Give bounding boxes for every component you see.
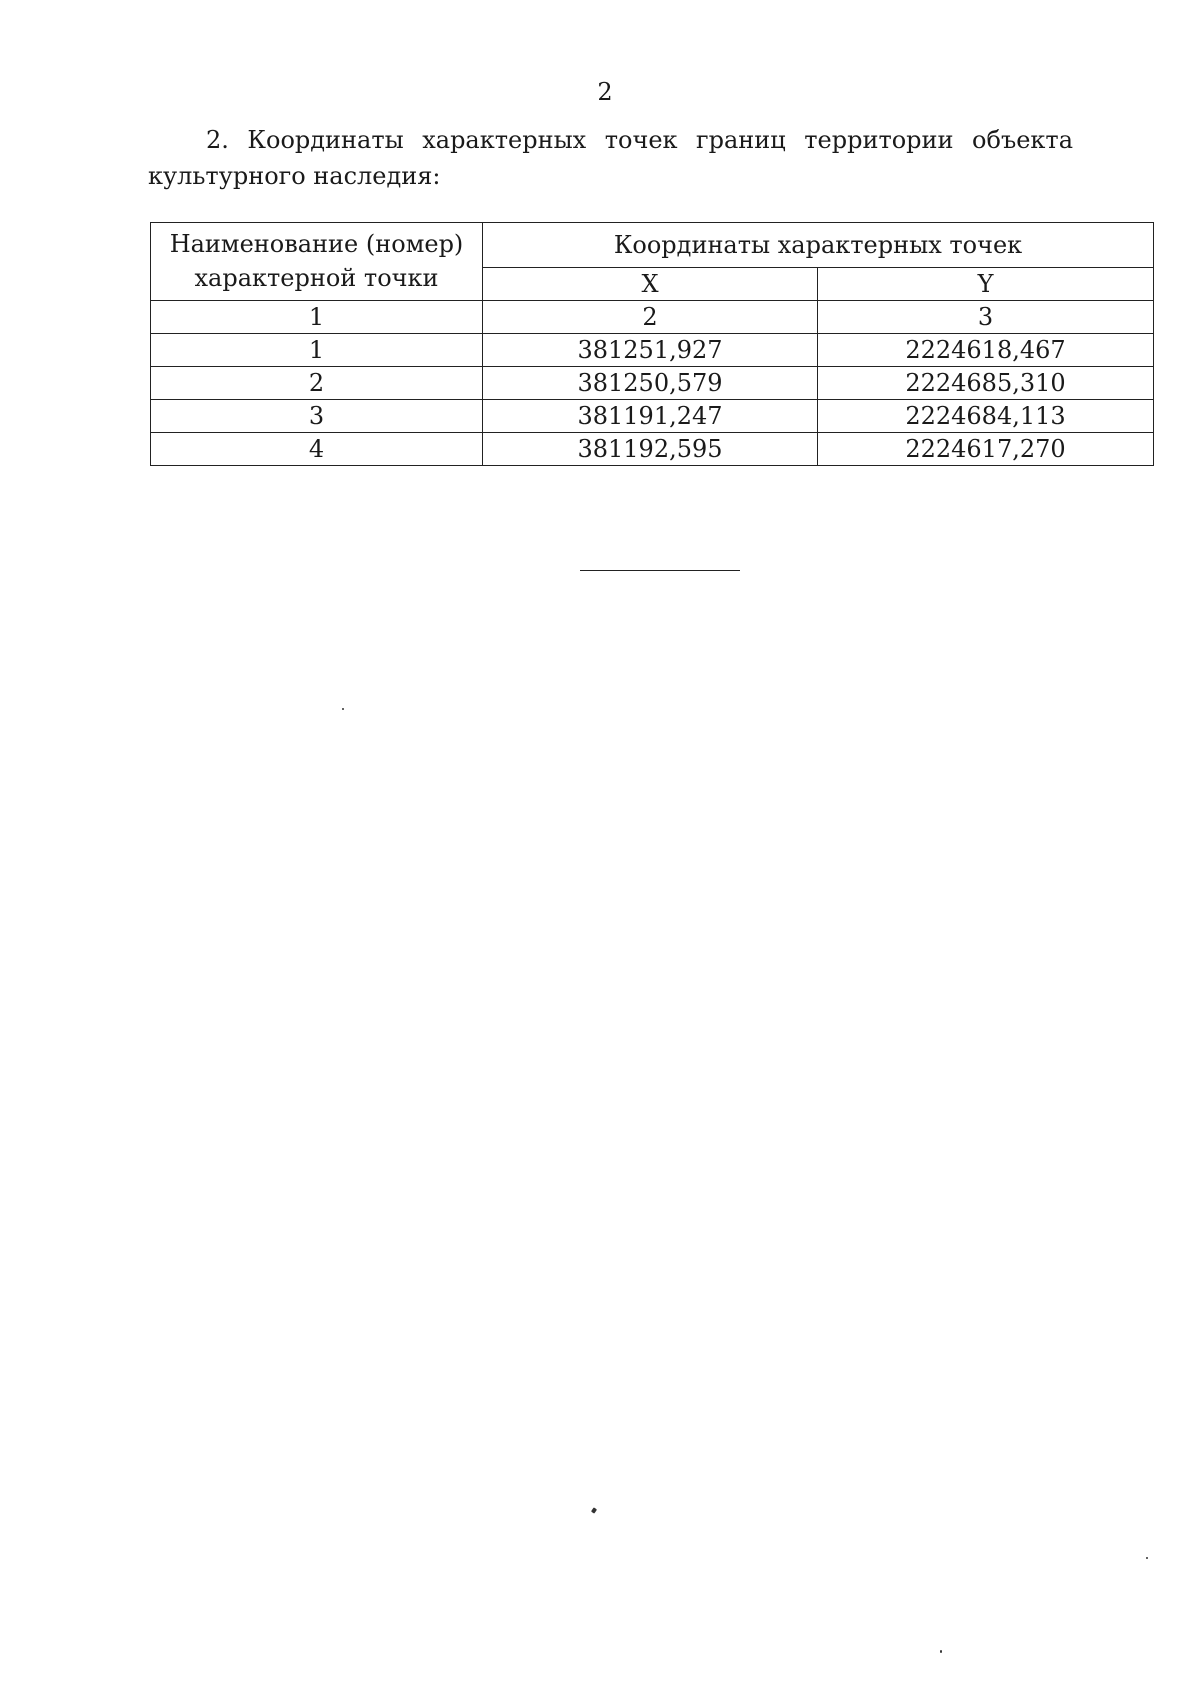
- table-row: [151, 367, 1154, 400]
- section-paragraph: 2. Координаты характерных точек границ территории объекта культурного наследия:: [148, 126, 1073, 190]
- scan-speck: [1146, 1557, 1148, 1559]
- header-coordinates: Координаты характерных точек: [483, 223, 1154, 268]
- cell-x: 381251,927: [483, 334, 818, 367]
- page-number: 2: [597, 78, 613, 106]
- table-row: [151, 400, 1154, 433]
- column-number: 3: [818, 301, 1154, 334]
- cell-x: 381250,579: [483, 367, 818, 400]
- header-y: Y: [818, 268, 1154, 301]
- column-number: 2: [483, 301, 818, 334]
- cell-x: 381191,247: [483, 400, 818, 433]
- cell-point: 3: [151, 400, 483, 433]
- table-row: [151, 433, 1154, 466]
- cell-point: 4: [151, 433, 483, 466]
- cell-y: 2224618,467: [818, 334, 1154, 367]
- column-number: 1: [151, 301, 483, 334]
- cell-point: 2: [151, 367, 483, 400]
- cell-x: 381192,595: [483, 433, 818, 466]
- cell-point: 1: [151, 334, 483, 367]
- header-point-name: Наименование (номер) характерной точки: [151, 223, 483, 301]
- table-header-row: [151, 223, 1154, 268]
- scan-speck: [940, 1650, 942, 1653]
- scan-speck: [591, 1507, 597, 1513]
- header-x: X: [483, 268, 818, 301]
- coordinates-table: [150, 222, 1154, 466]
- cell-y: 2224617,270: [818, 433, 1154, 466]
- cell-y: 2224684,113: [818, 400, 1154, 433]
- cell-y: 2224685,310: [818, 367, 1154, 400]
- scan-speck: [342, 708, 344, 710]
- table-row: [151, 334, 1154, 367]
- table-column-numbers-row: [151, 301, 1154, 334]
- end-separator-line: [580, 570, 740, 571]
